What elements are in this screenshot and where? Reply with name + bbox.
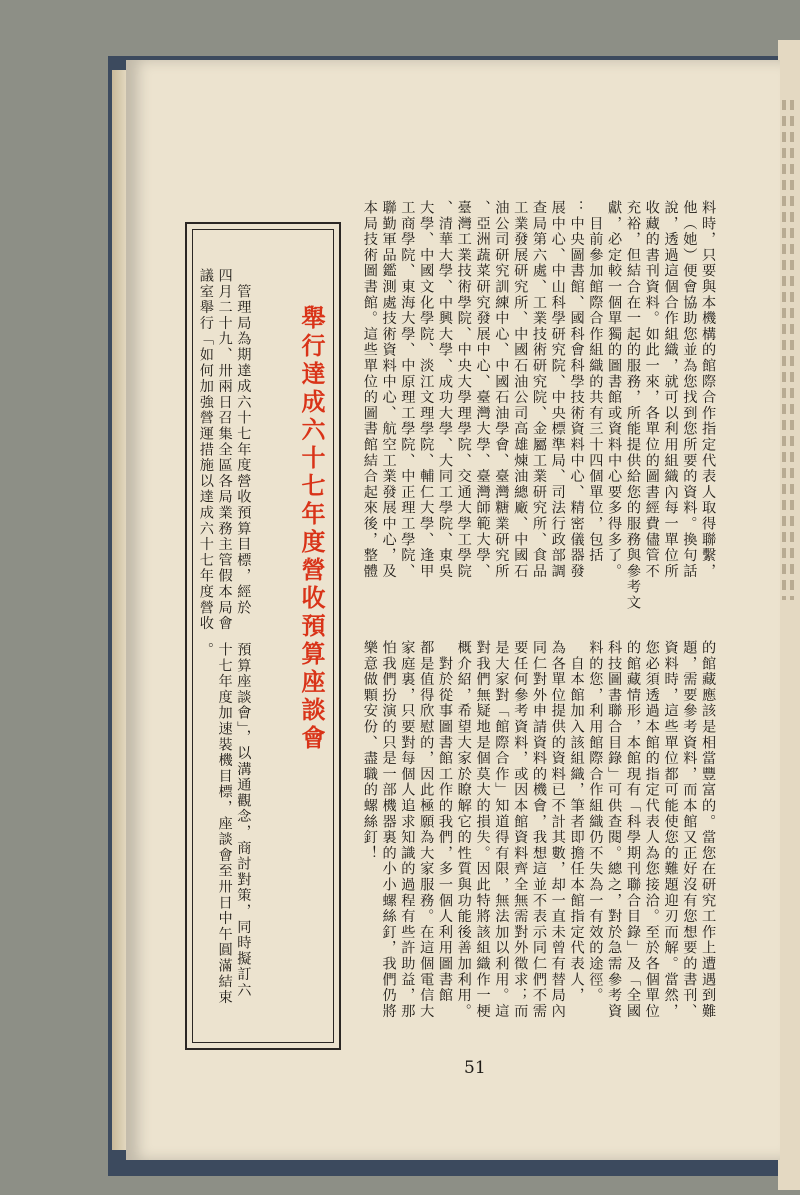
- page-number: 51: [464, 1058, 486, 1078]
- bleed-text-mark: [782, 100, 786, 600]
- bleed-text-mark: [790, 100, 794, 600]
- news-body-lower: 預算座談會」，以溝通觀念，商討對策，同時擬訂六 十七年度加速裝機目標，座談會至卅日中午圓滿結束 。: [197, 642, 252, 1006]
- article-lower-column: 的館藏應該是相當豐富的。當您在研究工作上遭遇到難 題，需要參考資料，而本館又正好沒有您想要的書刊、 資料時，這些單位都可能使您的難題迎刃而解。當然， 您必須透過本館的指定代表人為您接洽。至於各個單位 的館藏情形，本館現有「科學期刊聯合目錄」及「全國 科技圖書聯合目錄」可供查閱。總之，對於急需參考資 料的您，利用館際合作組織仍不失為一有效的途徑。 自本館加入該組織，筆者即擔任本館指定代表人， 為各單位提供的資料已不計其數，却一直未曾有替局內 同仁對外申請資料的機會，我想這並不表示同仁們不需 要任何參考資料，或因本館資料齊全無需對外徵求；而 是大家對「館際合作」知道得有限，無法加以利用。這 對我們無疑地是個莫大的損失。因此特將該組織作一梗 概介紹，希望大家於瞭解它的性質與功能後善加利用。 對於從事圖書館工作的我們，多一個人利用圖書館 都是值得欣慰的，因此極願為大家服務。在這個電信大 家庭裏，只要對每個人追求知識的過程有些許助益，那 怕我們扮演的只是一部機器裏的小小螺絲釘，我們仍將 樂意做顆安份、盡職的螺絲釘！: [361, 640, 717, 1020]
- adjacent-page-edge: [778, 40, 800, 1190]
- article-main-column: 料時，只要與本機構的館際合作指定代表人取得聯繫， 他（她）便會協助您並為您找到您所要的資料。換句話 說，透過這個合作組織，就可以利用組織內每一單位所 收藏的書刊資料。如此一來，各單位的圖書經費儘管不 充裕，但結合在一起的服務，所能提供給您的服務與參考文 獻，必定較一個單獨的圖書館或資料中心要多得多了。 目前參加館際合作組織的共有三十四個單位，包括 ：中央圖書館、國科會科學技術資料中心、精密儀器發 展中心、中山科學研究院、中央標準局、司法行政部調 查局第六處、工業技術研究院、金屬工業研究所、食品 工業發展研究所、中國石油公司高雄煉油總廠、中國石 油公司研究訓練中心、中國石油學會、臺灣糖業研究所 、亞洲蔬菜研究發展中心、臺灣大學、臺灣師範大學、 臺灣工業技術學院、中央大學理學院、交通大學工學院 、清華大學、中興大學、成功大學、大同工學院、東吳 大學、中國文化學院、淡江文理學院、輔仁大學、逢甲 工商學院、東海大學、中原理工學院、中正理工學院、 聯勤軍品鑑測處技術資料中心、航空工業發展中心，及 本局技術圖書館。這些單位的圖書館結合起來後，整體: [361, 200, 717, 611]
- news-body-upper: 管理局為期達成六十七年度營收預算目標，經於 四月二十九、卅兩日召集全區各局業務主管假本局會 議室舉行「如何加強營運措施以達成六十七年度營收: [197, 268, 252, 632]
- news-headline: 舉行達成六十七年度營收預算座談會: [297, 305, 325, 753]
